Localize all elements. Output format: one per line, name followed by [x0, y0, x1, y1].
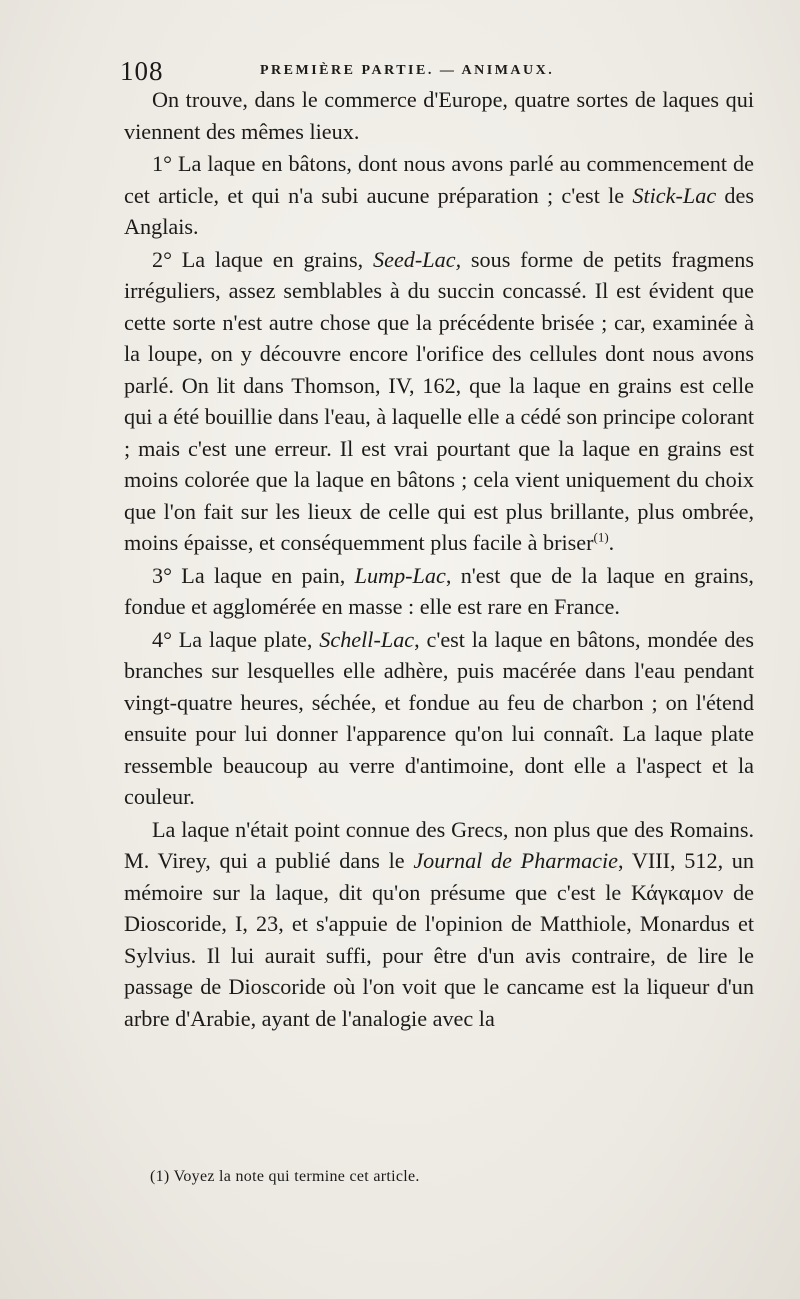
page-header — [120, 56, 760, 86]
footnote-ref[interactable]: (1) — [593, 529, 609, 545]
journal-title: Journal de Pharmacie — [413, 848, 619, 873]
term-lump-lac: Lump-Lac — [354, 562, 446, 588]
term-seed-lac: Seed-Lac, — [373, 246, 462, 272]
paragraph-intro: On trouve, dans le commerce d'Europe, quatre sortes de laques qui viennent des mêmes lieux. — [124, 87, 754, 144]
paragraph-seed-lac: 2° La laque en grains, Seed-Lac, sous forme de petits fragmens irréguliers, assez semblables à du succin concassé. Il est évident que cette sorte n'est autre chose que la précédente brisée ; car, examinée à la loupe, on y découvre encore l'orifice des cellules dont nous avons parlé. On lit dans Thomson, IV, 162, que la laque en grains est celle qui a été bouillie dans l'eau, à laquelle elle a cédé son principe colorant ; mais c'est une erreur. Il est vrai pourtant que la laque en grains est moins colorée que la laque en bâtons ; cela vient uniquement du choix que l'on fait sur les lieux de celle qui est plus brillante, plus ombrée, moins épaisse, et conséquemment plus facile à briser$^{(1)}$. — [124, 246, 754, 555]
paragraph-stick-lac: 1° La laque en bâtons, dont nous avons parlé au commencement de cet article, et qui n'a subi aucune préparation ; c'est le Stick-Lac des Anglais. — [124, 151, 754, 239]
body-text — [124, 84, 754, 1034]
page-number: 108 — [120, 56, 164, 86]
running-title: PREMIÈRE PARTIE. — ANIMAUX. — [260, 63, 555, 78]
paragraph-lump-lac: 3° La laque en pain, Lump-Lac, n'est que de la laque en grains, fondue et agglomérée en masse : elle est rare en France. — [124, 562, 754, 619]
paragraph-history: La laque n'était point connue des Grecs, non plus que des Romains. M. Virey, qui a publié dans le Journal de Pharmacie, VIII, 512, un mémoire sur la laque, dit qu'on présume que c'est le Κάγκαμον de Dioscoride, I, 23, et s'appuie de l'opinion de Matthiole, Monardus et Sylvius. Il lui aurait suffi, pour être d'un avis contraire, de lire le passage de Dioscoride où l'on voit que le cancame est la liqueur d'un arbre d'Arabie, ayant de l'analogie avec la — [124, 816, 754, 1031]
term-shell-lac: Schell-Lac — [319, 626, 415, 652]
paragraph-shell-lac: 4° La laque plate, Schell-Lac, c'est la laque en bâtons, mondée des branches sur lesquelles elle adhère, puis macérée dans l'eau pendant vingt-quatre heures, séchée, et fondue au feu de charbon ; on l'étend ensuite pour lui donner l'apparence qu'on lui connaît. La laque plate ressemble beaucoup au verre d'antimoine, dont elle a l'aspect et la couleur. — [124, 626, 754, 809]
footnote: (1) Voyez la note qui termine cet article. — [150, 1168, 420, 1185]
term-stick-lac: Stick-Lac — [632, 182, 717, 208]
